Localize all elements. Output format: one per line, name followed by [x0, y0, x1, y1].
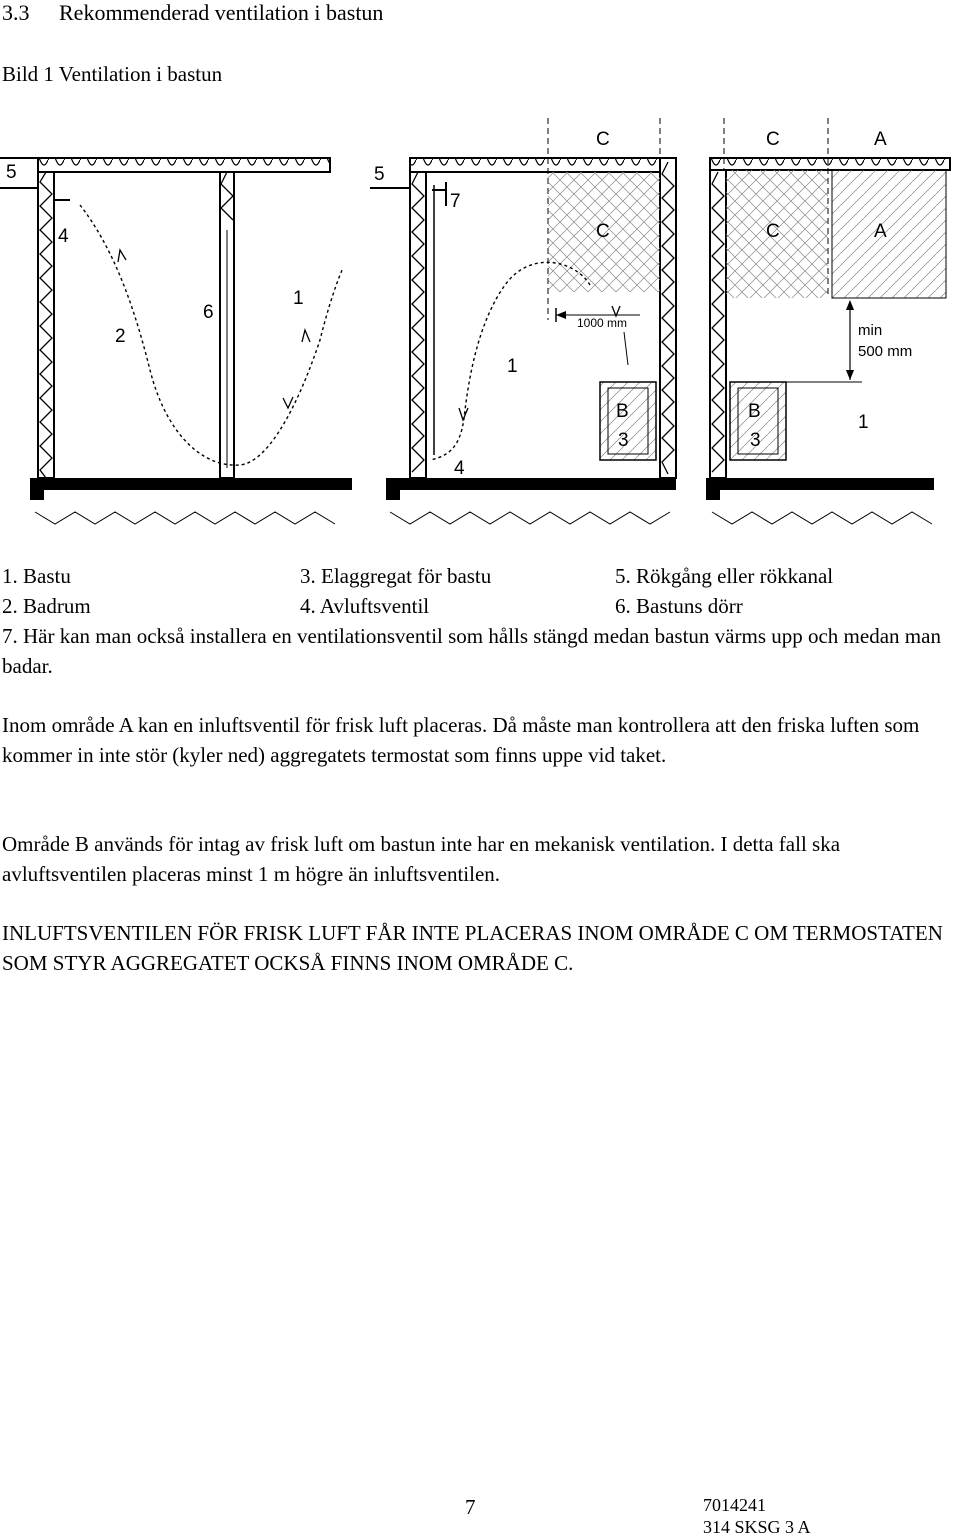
legend-column-1: [2, 561, 302, 621]
legend-item: 1. Bastu: [2, 564, 71, 588]
section-title: Rekommenderad ventilation i bastun: [59, 0, 384, 25]
label-1-middle: 1: [507, 356, 518, 377]
legend-column-3: [615, 561, 955, 621]
diagram-left: [0, 158, 352, 524]
label-3-middle: 3: [618, 430, 629, 451]
label-min: min: [858, 322, 883, 339]
document-code-line-2: 314 SKSG 3 A: [703, 1517, 811, 1537]
label-5: 5: [6, 162, 17, 183]
document-code: [703, 1494, 811, 1538]
diagram-right: [706, 118, 950, 524]
label-3-right: 3: [750, 430, 761, 451]
label-1: 1: [293, 288, 304, 309]
legend-item: 4. Avluftsventil: [300, 594, 430, 618]
label-6: 6: [203, 302, 214, 323]
ventilation-diagram: [0, 110, 960, 530]
label-b-right: B: [748, 401, 761, 422]
paragraph-area-b: Område B används för intag av frisk luft om bastun inte har en mekanisk ventilation. I detta fall ska avluftsventilen placeras minst 1 m högre än inluftsventilen.: [2, 832, 841, 886]
label-2: 2: [115, 326, 126, 347]
label-5-middle: 5: [374, 164, 385, 185]
legend-item: 2. Badrum: [2, 594, 91, 618]
label-c-right: C: [766, 221, 780, 242]
page-number: 7: [465, 1495, 476, 1519]
label-b-middle: B: [616, 401, 629, 422]
legend-column-2: [300, 561, 610, 621]
section-heading: [2, 0, 383, 26]
label-c-middle: C: [596, 221, 610, 242]
legend-item: 5. Rökgång eller rökkanal: [615, 564, 834, 588]
label-4: 4: [58, 226, 69, 247]
label-a-top: A: [874, 129, 887, 150]
label-c-top-middle: C: [596, 129, 610, 150]
label-a-right: A: [874, 221, 887, 242]
paragraph-area-a: Inom område A kan en inluftsventil för frisk luft placeras. Då måste man kontrollera att den friska luften som kommer in inte stör (kyler ned) aggregatets termostat som finns uppe vid taket.: [2, 713, 920, 767]
legend-item: 6. Bastuns dörr: [615, 594, 743, 618]
section-number: 3.3: [2, 0, 30, 25]
figure-caption: Bild 1 Ventilation i bastun: [2, 62, 223, 86]
legend-item-7: 7. Här kan man också installera en ventilationsventil som hålls stängd medan bastun värms upp och medan man badar.: [2, 624, 941, 678]
label-500mm: 500 mm: [858, 343, 913, 360]
label-1-right: 1: [858, 412, 869, 433]
label-1000mm: 1000 mm: [577, 316, 628, 330]
label-c-top-right: C: [766, 129, 780, 150]
legend-item: 3. Elaggregat för bastu: [300, 564, 492, 588]
paragraph-warning: INLUFTSVENTILEN FÖR FRISK LUFT FÅR INTE PLACERAS INOM OMRÅDE C OM TERMOSTATEN SOM STYR AGGREGATET OCKSÅ FINNS INOM OMRÅDE C.: [2, 921, 943, 975]
document-code-line-1: 7014241: [703, 1495, 766, 1515]
diagram-middle: [370, 118, 676, 524]
label-7: 7: [450, 191, 461, 212]
label-4-middle: 4: [454, 458, 465, 479]
